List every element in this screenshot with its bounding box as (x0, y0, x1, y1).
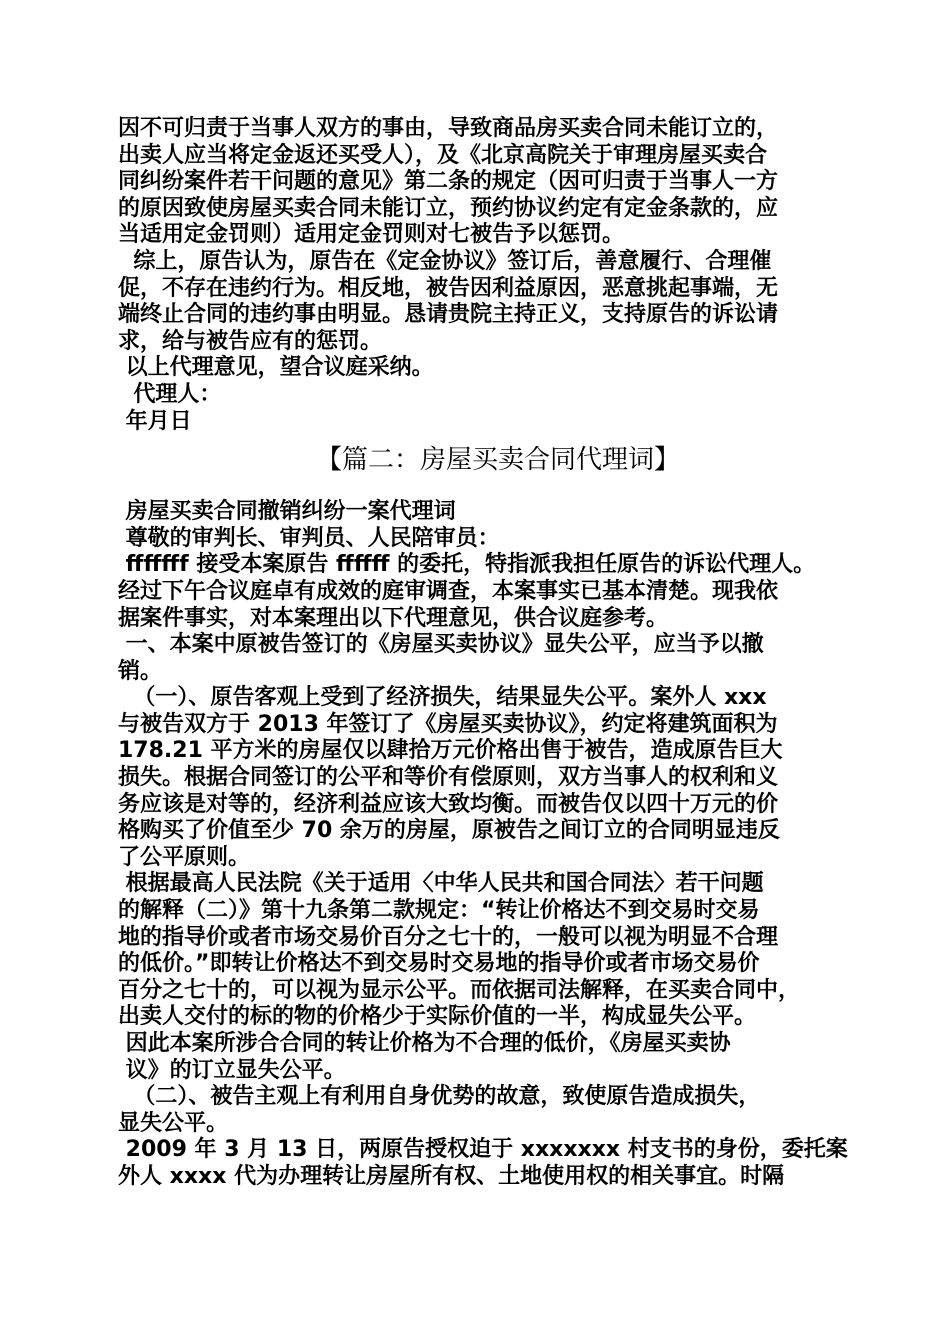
text-line: 因不可归责于当事人双方的事由，导致商品房买卖合同未能订立的， (118, 116, 779, 141)
text-line: 尊敬的审判长、审判员、人民陪审员： (118, 525, 500, 551)
text-line: （一）、原告客观上受到了经济损失，结果显失公平。案外人 xxx (118, 685, 767, 711)
text-line: 以上代理意见，望合议庭采纳。 (118, 355, 434, 381)
text-line: 同纠纷案件若干问题的意见》第二条的规定（因可归责于当事人一方 (118, 169, 779, 195)
text-line: 经过下午合议庭卓有成效的庭审调查，本案事实已基本清楚。现我依 (118, 578, 779, 604)
text-line: 销。 (118, 658, 163, 684)
text-line: 当适用定金罚则）适用定金罚则对七被告予以惩罚。 (118, 222, 625, 248)
text-line: 损失。根据合同签订的公平和等价有偿原则，双方当事人的权利和义 (118, 765, 779, 791)
text-line: 议》的订立显失公平。 (118, 1057, 346, 1083)
text-line: 出卖人应当将定金返还买受人），及《北京高院关于审理房屋买卖合 (118, 142, 768, 168)
text-line: 综上，原告认为，原告在《定金协议》签订后，善意履行、合理催 (118, 248, 772, 274)
text-line: 代理人： (118, 381, 222, 407)
section-one-body (118, 116, 840, 435)
text-line: 房屋买卖合同撤销纠纷一案代理词 (118, 499, 456, 525)
text-line: fffffff 接受本案原告 ffffff 的委托，特指派我担任原告的诉讼代理人。 (118, 552, 816, 578)
text-line: 促，不存在违约行为。相反地，被告因利益原因，恶意挑起事端，无 (118, 275, 779, 301)
text-line: 根据最高人民法院《关于适用〈中华人民共和国合同法〉若干问题 (118, 871, 764, 897)
text-line: 2009 年 3 月 13 日，两原告授权迫于 xxxxxxx 村支书的身份，委托案 (118, 1137, 848, 1163)
text-line: 了公平原则。 (118, 844, 251, 870)
text-line: 端终止合同的违约事由明显。恳请贵院主持正义，支持原告的诉讼请 (118, 302, 779, 328)
text-line: 据案件事实，对本案理出以下代理意见，供合议庭参考。 (118, 605, 669, 631)
text-line: （二）、被告主观上有利用自身优势的故意，致使原告造成损失， (118, 1084, 761, 1110)
text-line: 务应该是对等的，经济利益应该大致均衡。而被告仅以四十万元的价 (118, 791, 779, 817)
text-line: 178.21 平方米的房屋仅以肆拾万元价格出售于被告，造成原告巨大 (118, 738, 783, 764)
section-heading: 【篇二：房屋买卖合同代理词】 (315, 445, 680, 476)
section-two-body (118, 499, 848, 1190)
text-line: 百分之七十的，可以视为显示公平。而依据司法解释，在买卖合同中， (118, 977, 801, 1003)
text-line: 的原因致使房屋买卖合同未能订立，预约协议约定有定金条款的，应 (118, 195, 779, 221)
text-line: 出卖人交付的标的物的价格少于实际价值的一半，构成显失公平。 (118, 1004, 757, 1030)
text-line: 因此本案所涉合合同的转让价格为不合理的低价，《房屋买卖协 (118, 1031, 731, 1056)
text-line: 的解释（二）》第十九条第二款规定：“转让价格达不到交易时交易 (118, 898, 760, 924)
text-line: 求，给与被告应有的惩罚。 (118, 328, 383, 354)
text-line: 一、本案中原被告签订的《房屋买卖协议》显失公平，应当予以撤 (118, 632, 764, 658)
text-line: 年月日 (118, 408, 192, 434)
text-line: 的低价。”即转让价格达不到交易时交易地的指导价或者市场交易价 (118, 951, 760, 977)
text-line: 格购买了价值至少 70 余万的房屋，原被告之间订立的合同明显违反 (118, 818, 780, 844)
text-line: 显失公平。 (118, 1110, 229, 1136)
text-line: 地的指导价或者市场交易价百分之七十的，一般可以视为明显不合理 (118, 924, 779, 950)
text-line: 外人 xxxx 代为办理转让房屋所有权、土地使用权的相关事宜。时隔 (118, 1163, 785, 1189)
text-line: 与被告双方于 2013 年签订了《房屋买卖协议》，约定将建筑面积为 (118, 711, 778, 737)
document-page (118, 116, 848, 1191)
